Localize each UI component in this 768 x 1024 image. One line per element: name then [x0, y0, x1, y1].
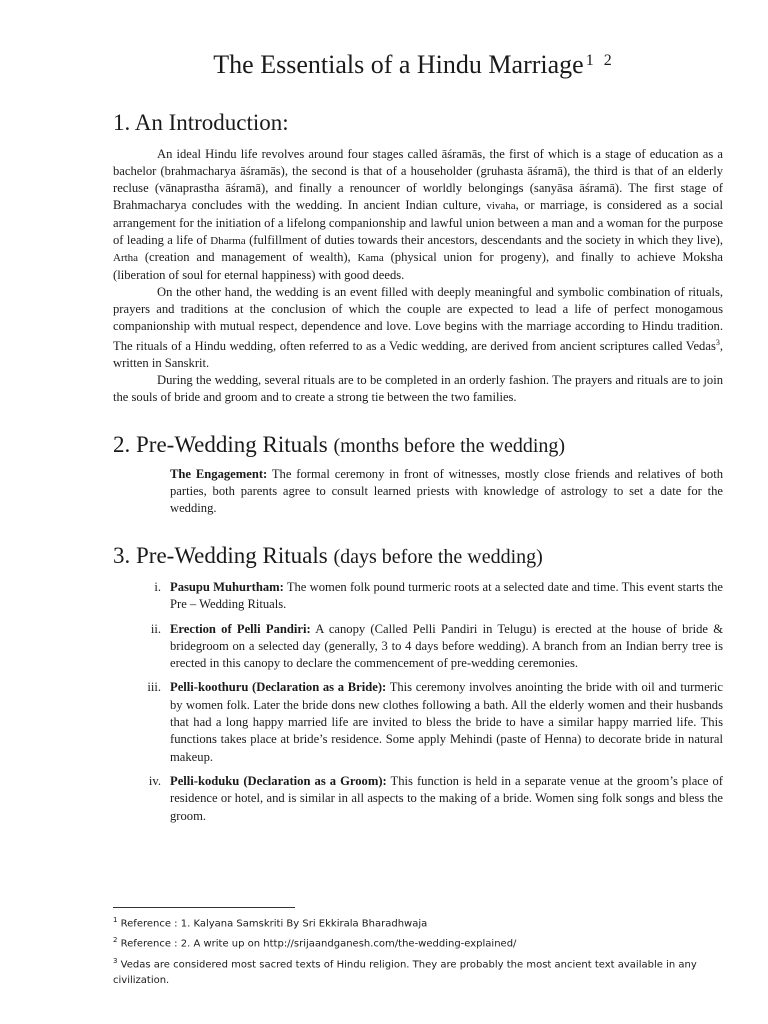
list-item-number: iv. — [148, 773, 161, 788]
introduction-body — [113, 146, 723, 406]
footnote-2 — [113, 932, 713, 952]
term-dharma: Dharma — [210, 234, 246, 247]
intro-paragraph-3: During the wedding, several rituals are to be completed in an orderly fashion. The prayers and rituals are to join the souls of bride and groom and to create a strong tie between the two families. — [113, 372, 723, 404]
intro-p2-text-a: On the other hand, the wedding is an event filled with deeply meaningful and symbolic combination of rituals, prayers and traditions at the conclusion of which the couple are expected to lead a life of perfect monogamous companionship with mutual respect, dependence and love. Love begins with the marriage according to Hindu tradition. The rituals of a Hindu wedding, often referred to as a Vedic wedding, are derived from ancient scriptures called Vedas — [113, 285, 723, 354]
heading-main-text: 3. Pre-Wedding Rituals — [113, 543, 334, 568]
footnote-3 — [113, 953, 713, 989]
list-item — [113, 679, 723, 765]
footnote-text[interactable]: Reference : 2. A write up on http://srijaandganesh.com/the-wedding-explained/ — [117, 938, 517, 950]
footnote-marker: 3 — [113, 956, 118, 965]
term-vivaha: vivaha — [486, 199, 516, 212]
list-item-text: This ceremony involves anointing the bride with oil and turmeric by women folk. Later the bride dons new clothes following a bath. All the elderly women and their husbands that had a long happy married life are invited to bless the bride to have a similar happy married life. This functions takes place at bride’s residence. Some apply Mehindi (paste of Henna) to decorate bride in natural makeup. — [170, 680, 723, 764]
heading-main-text: 2. Pre-Wedding Rituals — [113, 432, 334, 457]
intro-paragraph-2 — [113, 284, 723, 372]
title-text: The Essentials of a Hindu Marriage — [213, 50, 584, 79]
footnote-1 — [113, 912, 713, 932]
list-item-number: i. — [154, 580, 161, 594]
footnotes — [113, 912, 713, 989]
title-footnote-refs[interactable]: 1 2 — [585, 52, 615, 69]
intro-paragraph-1 — [113, 146, 723, 284]
engagement-label: The Engagement: — [170, 467, 268, 481]
engagement-paragraph — [170, 466, 723, 517]
list-item-label: Pelli-koothuru (Declaration as a Bride): — [170, 680, 387, 695]
footnote-ref-3[interactable]: 3 — [715, 337, 720, 347]
list-item — [113, 773, 723, 825]
rituals-list — [113, 579, 723, 832]
intro-p1-text-e: (physical union for progeny), and finally to achieve Moksha (liberation of soul for eternal happiness) with good deeds. — [113, 250, 723, 283]
footnote-text: Reference : 1. Kalyana Samskriti By Sri Ekkirala Bharadhwaja — [117, 918, 428, 930]
page-title — [0, 50, 768, 80]
list-item-text: A canopy (Called Pelli Pandiri in Telugu) is erected at the house of bride & bridegroom on a selected day (generally, 3 to 4 days before wedding). A branch from an Indian berry tree is erected in this canopy to declare the commencement of pre-wedding ceremonies. — [170, 621, 723, 671]
list-item-label: Erection of Pelli Pandiri: — [170, 621, 311, 636]
section-heading-pre-wedding-months — [113, 432, 565, 458]
list-item — [113, 579, 723, 614]
intro-p1-text-b: , or marriage, is considered as a social arrangement for the initiation of a lifelong companionship and lawful union between a man and a woman for the purpose of leading a life of — [113, 197, 723, 247]
intro-p1-text-d: (creation and management of wealth), — [138, 250, 358, 265]
engagement-text: The formal ceremony in front of witnesses, mostly close friends and relatives of both parties, both parents agree to consult learned priests with knowledge of astrology to set a date for the wedding. — [170, 467, 723, 515]
heading-sub-text: (months before the wedding) — [333, 435, 566, 457]
footnote-marker: 2 — [113, 936, 118, 945]
footnote-divider — [113, 907, 295, 908]
list-item — [113, 621, 723, 673]
list-item-text: The women folk pound turmeric roots at a selected date and time. This event starts the Pre – Wedding Rituals. — [170, 580, 723, 612]
term-kama: Kama — [357, 252, 384, 265]
list-item-label: Pelli-koduku (Declaration as a Groom): — [170, 773, 387, 788]
footnote-marker: 1 — [113, 916, 118, 924]
footnote-text: Vedas are considered most sacred texts of Hindu religion. They are probably the most ancient text available in any civilization. — [113, 958, 697, 986]
section-heading-introduction: 1. An Introduction: — [113, 110, 289, 135]
intro-p2-text-b: , written in Sanskrit. — [113, 339, 723, 371]
heading-sub-text: (days before the wedding) — [333, 546, 543, 568]
list-item-number: ii. — [150, 621, 161, 636]
intro-p1-text-c: (fulfillment of duties towards their ancestors, descendants and the society in which they live), — [245, 232, 723, 247]
list-item-label: Pasupu Muhurtham: — [170, 580, 284, 594]
list-item-number: iii. — [147, 680, 161, 695]
section-heading-pre-wedding-days — [113, 543, 543, 569]
term-artha: Artha — [113, 252, 139, 265]
list-item-text: This function is held in a separate venue at the groom’s place of residence or hotel, and is similar in all aspects to the making of a bride. Women sing folk songs and bless the groom. — [170, 773, 723, 823]
intro-p1-text-a: An ideal Hindu life revolves around four stages called āśramās, the first of which is a stage of education as a bachelor (brahmacharya āśramās), the second is that of a householder (gruhasta āśramā), the third is that of an elderly recluse (vānaprastha āśramā), and finally a renouncer of worldly belongings (sanyāsa āśramā). The first stage of Brahmacharya concludes with the wedding. In ancient Indian culture, — [113, 147, 723, 212]
